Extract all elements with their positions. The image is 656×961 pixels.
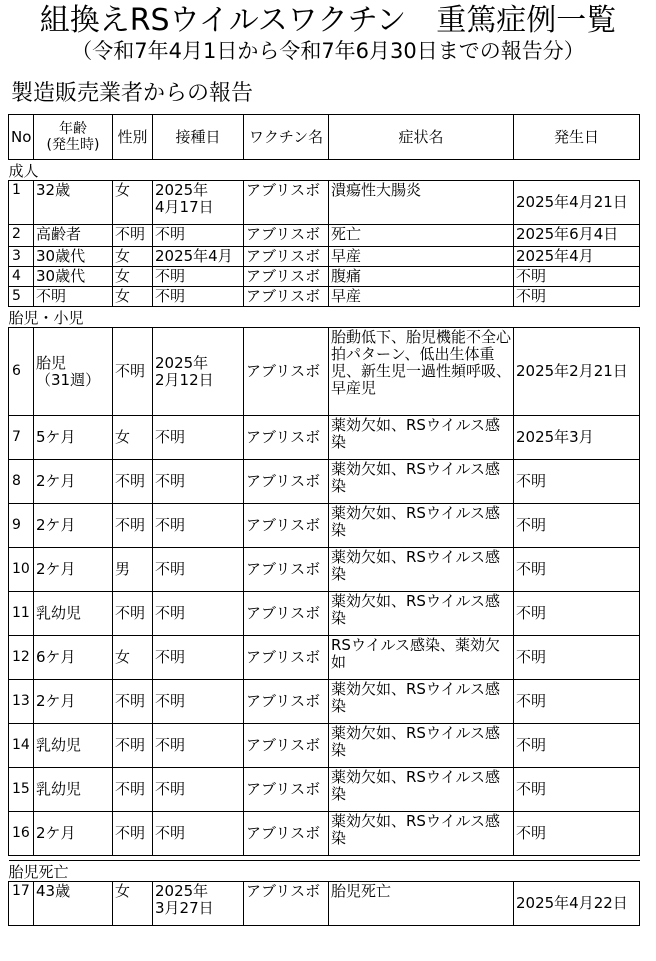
cell-vacc-date: 不明 xyxy=(153,724,244,768)
cell-onset: 2025年4月22日 xyxy=(514,882,640,926)
header-sex: 性別 xyxy=(113,115,153,160)
cell-vacc-date: 不明 xyxy=(153,636,244,680)
cell-sex: 不明 xyxy=(113,460,153,504)
cell-age: 43歳 xyxy=(34,882,113,926)
cell-symptom: 薬効欠如、RSウイルス感染 xyxy=(329,768,514,812)
cell-vaccine: アブリスボ xyxy=(244,680,329,724)
cell-onset: 2025年4月 xyxy=(514,247,640,267)
cell-sex: 不明 xyxy=(113,680,153,724)
cell-onset: 不明 xyxy=(514,287,640,307)
cell-age: 2ケ月 xyxy=(34,812,113,856)
cell-age: 30歳代 xyxy=(34,247,113,267)
table-row xyxy=(9,460,640,504)
cell-sex: 不明 xyxy=(113,592,153,636)
table-row xyxy=(9,504,640,548)
table-row xyxy=(9,724,640,768)
cell-vaccine: アブリスボ xyxy=(244,504,329,548)
cell-no: 11 xyxy=(9,592,34,636)
cell-sex: 女 xyxy=(113,247,153,267)
cell-age: 2ケ月 xyxy=(34,680,113,724)
cell-onset: 不明 xyxy=(514,267,640,287)
cell-sex: 女 xyxy=(113,636,153,680)
cell-no: 12 xyxy=(9,636,34,680)
case-table-body xyxy=(9,160,640,926)
table-row xyxy=(9,328,640,416)
table-row xyxy=(9,548,640,592)
cell-symptom: 早産 xyxy=(329,287,514,307)
cell-age: 2ケ月 xyxy=(34,460,113,504)
table-row xyxy=(9,768,640,812)
cell-age: 30歳代 xyxy=(34,267,113,287)
cell-onset: 2025年2月21日 xyxy=(514,328,640,416)
header-age xyxy=(34,115,113,160)
cell-vacc-date: 2025年4月 xyxy=(153,247,244,267)
cell-no: 14 xyxy=(9,724,34,768)
cell-symptom: 胎動低下、胎児機能不全心拍パターン、低出生体重児、新生児一過性頻呼吸、早産児 xyxy=(329,328,514,416)
cell-vacc-date: 2025年 3月27日 xyxy=(153,882,244,926)
cell-symptom: 薬効欠如、RSウイルス感染 xyxy=(329,504,514,548)
cell-age: 乳幼児 xyxy=(34,724,113,768)
header-age-line1: 年齢 xyxy=(59,121,87,137)
header-no: No xyxy=(9,115,34,160)
cell-no: 3 xyxy=(9,247,34,267)
cell-no: 16 xyxy=(9,812,34,856)
cell-sex: 女 xyxy=(113,416,153,460)
table-row xyxy=(9,181,640,225)
header-onset-date: 発生日 xyxy=(514,115,640,160)
table-row xyxy=(9,267,640,287)
header-vaccination-date: 接種日 xyxy=(153,115,244,160)
cell-no: 6 xyxy=(9,328,34,416)
cell-no: 1 xyxy=(9,181,34,225)
cell-vacc-date: 不明 xyxy=(153,225,244,247)
cell-vaccine: アブリスボ xyxy=(244,247,329,267)
cell-sex: 不明 xyxy=(113,768,153,812)
table-row xyxy=(9,247,640,267)
cell-vaccine: アブリスボ xyxy=(244,225,329,247)
cell-no: 8 xyxy=(9,460,34,504)
cell-onset: 不明 xyxy=(514,504,640,548)
cell-symptom: 腹痛 xyxy=(329,267,514,287)
cell-onset: 不明 xyxy=(514,636,640,680)
table-row xyxy=(9,416,640,460)
cell-age: 2ケ月 xyxy=(34,548,113,592)
cell-symptom: 潰瘍性大腸炎 xyxy=(329,181,514,225)
cell-vacc-date: 不明 xyxy=(153,680,244,724)
group-row xyxy=(9,307,640,328)
case-table xyxy=(8,114,640,926)
table-row xyxy=(9,225,640,247)
cell-sex: 女 xyxy=(113,267,153,287)
table-row xyxy=(9,636,640,680)
cell-vaccine: アブリスボ xyxy=(244,812,329,856)
cell-sex: 女 xyxy=(113,882,153,926)
cell-age: 2ケ月 xyxy=(34,504,113,548)
cell-no: 7 xyxy=(9,416,34,460)
header-vaccine: ワクチン名 xyxy=(244,115,329,160)
cell-age: 乳幼児 xyxy=(34,592,113,636)
group-label: 胎児死亡 xyxy=(9,861,640,882)
cell-age: 高齢者 xyxy=(34,225,113,247)
group-row xyxy=(9,160,640,181)
cell-no: 9 xyxy=(9,504,34,548)
section-heading: 製造販売業者からの報告 xyxy=(11,81,254,106)
cell-onset: 不明 xyxy=(514,680,640,724)
group-label: 胎児・小児 xyxy=(9,307,640,328)
cell-onset: 不明 xyxy=(514,460,640,504)
cell-onset: 不明 xyxy=(514,768,640,812)
cell-symptom: 薬効欠如、RSウイルス感染 xyxy=(329,680,514,724)
cell-vacc-date: 不明 xyxy=(153,287,244,307)
group-label: 成人 xyxy=(9,160,640,181)
header-age-line2: (発生時) xyxy=(46,137,100,153)
cell-sex: 不明 xyxy=(113,225,153,247)
cell-sex: 女 xyxy=(113,287,153,307)
cell-age: 5ケ月 xyxy=(34,416,113,460)
cell-symptom: 薬効欠如、RSウイルス感染 xyxy=(329,548,514,592)
cell-age: 不明 xyxy=(34,287,113,307)
cell-age: 乳幼児 xyxy=(34,768,113,812)
cell-onset: 不明 xyxy=(514,724,640,768)
cell-vacc-date: 不明 xyxy=(153,416,244,460)
cell-vacc-date: 不明 xyxy=(153,548,244,592)
table-row xyxy=(9,680,640,724)
cell-vacc-date: 不明 xyxy=(153,812,244,856)
cell-onset: 不明 xyxy=(514,592,640,636)
cell-vaccine: アブリスボ xyxy=(244,548,329,592)
page-title: 組換えRSウイルスワクチン 重篤症例一覧 xyxy=(39,3,617,38)
cell-vacc-date: 不明 xyxy=(153,592,244,636)
cell-symptom: 早産 xyxy=(329,247,514,267)
cell-sex: 不明 xyxy=(113,812,153,856)
cell-onset: 2025年6月4日 xyxy=(514,225,640,247)
cell-symptom: 胎児死亡 xyxy=(329,882,514,926)
cell-symptom: 薬効欠如、RSウイルス感染 xyxy=(329,724,514,768)
cell-vaccine: アブリスボ xyxy=(244,768,329,812)
cell-no: 2 xyxy=(9,225,34,247)
page-subtitle: （令和7年4月1日から令和7年6月30日までの報告分） xyxy=(71,39,585,63)
cell-vaccine: アブリスボ xyxy=(244,882,329,926)
cell-vacc-date: 不明 xyxy=(153,267,244,287)
cell-vacc-date: 2025年 4月17日 xyxy=(153,181,244,225)
cell-no: 5 xyxy=(9,287,34,307)
table-row xyxy=(9,812,640,856)
cell-sex: 不明 xyxy=(113,724,153,768)
cell-no: 13 xyxy=(9,680,34,724)
cell-symptom: 薬効欠如、RSウイルス感染 xyxy=(329,592,514,636)
cell-vaccine: アブリスボ xyxy=(244,724,329,768)
table-row xyxy=(9,287,640,307)
cell-symptom: RSウイルス感染、薬効欠如 xyxy=(329,636,514,680)
cell-vaccine: アブリスボ xyxy=(244,287,329,307)
cell-vacc-date: 不明 xyxy=(153,460,244,504)
cell-sex: 不明 xyxy=(113,504,153,548)
cell-sex: 男 xyxy=(113,548,153,592)
header-symptom: 症状名 xyxy=(329,115,514,160)
cell-onset: 2025年3月 xyxy=(514,416,640,460)
header-row xyxy=(9,115,640,160)
table-row xyxy=(9,592,640,636)
cell-sex: 不明 xyxy=(113,328,153,416)
cell-vaccine: アブリスボ xyxy=(244,636,329,680)
cell-vacc-date: 2025年 2月12日 xyxy=(153,328,244,416)
cell-age: 32歳 xyxy=(34,181,113,225)
cell-vaccine: アブリスボ xyxy=(244,592,329,636)
cell-vaccine: アブリスボ xyxy=(244,416,329,460)
cell-age: 胎児 （31週） xyxy=(34,328,113,416)
cell-vaccine: アブリスボ xyxy=(244,460,329,504)
cell-onset: 2025年4月21日 xyxy=(514,181,640,225)
cell-symptom: 死亡 xyxy=(329,225,514,247)
cell-symptom: 薬効欠如、RSウイルス感染 xyxy=(329,812,514,856)
cell-no: 17 xyxy=(9,882,34,926)
cell-vaccine: アブリスボ xyxy=(244,267,329,287)
group-row xyxy=(9,861,640,882)
cell-sex: 女 xyxy=(113,181,153,225)
table-row xyxy=(9,882,640,926)
cell-age: 6ケ月 xyxy=(34,636,113,680)
cell-vacc-date: 不明 xyxy=(153,504,244,548)
cell-no: 15 xyxy=(9,768,34,812)
cell-vaccine: アブリスボ xyxy=(244,181,329,225)
cell-symptom: 薬効欠如、RSウイルス感染 xyxy=(329,460,514,504)
cell-vaccine: アブリスボ xyxy=(244,328,329,416)
cell-onset: 不明 xyxy=(514,548,640,592)
cell-onset: 不明 xyxy=(514,812,640,856)
cell-vacc-date: 不明 xyxy=(153,768,244,812)
cell-symptom: 薬効欠如、RSウイルス感染 xyxy=(329,416,514,460)
cell-no: 4 xyxy=(9,267,34,287)
cell-no: 10 xyxy=(9,548,34,592)
